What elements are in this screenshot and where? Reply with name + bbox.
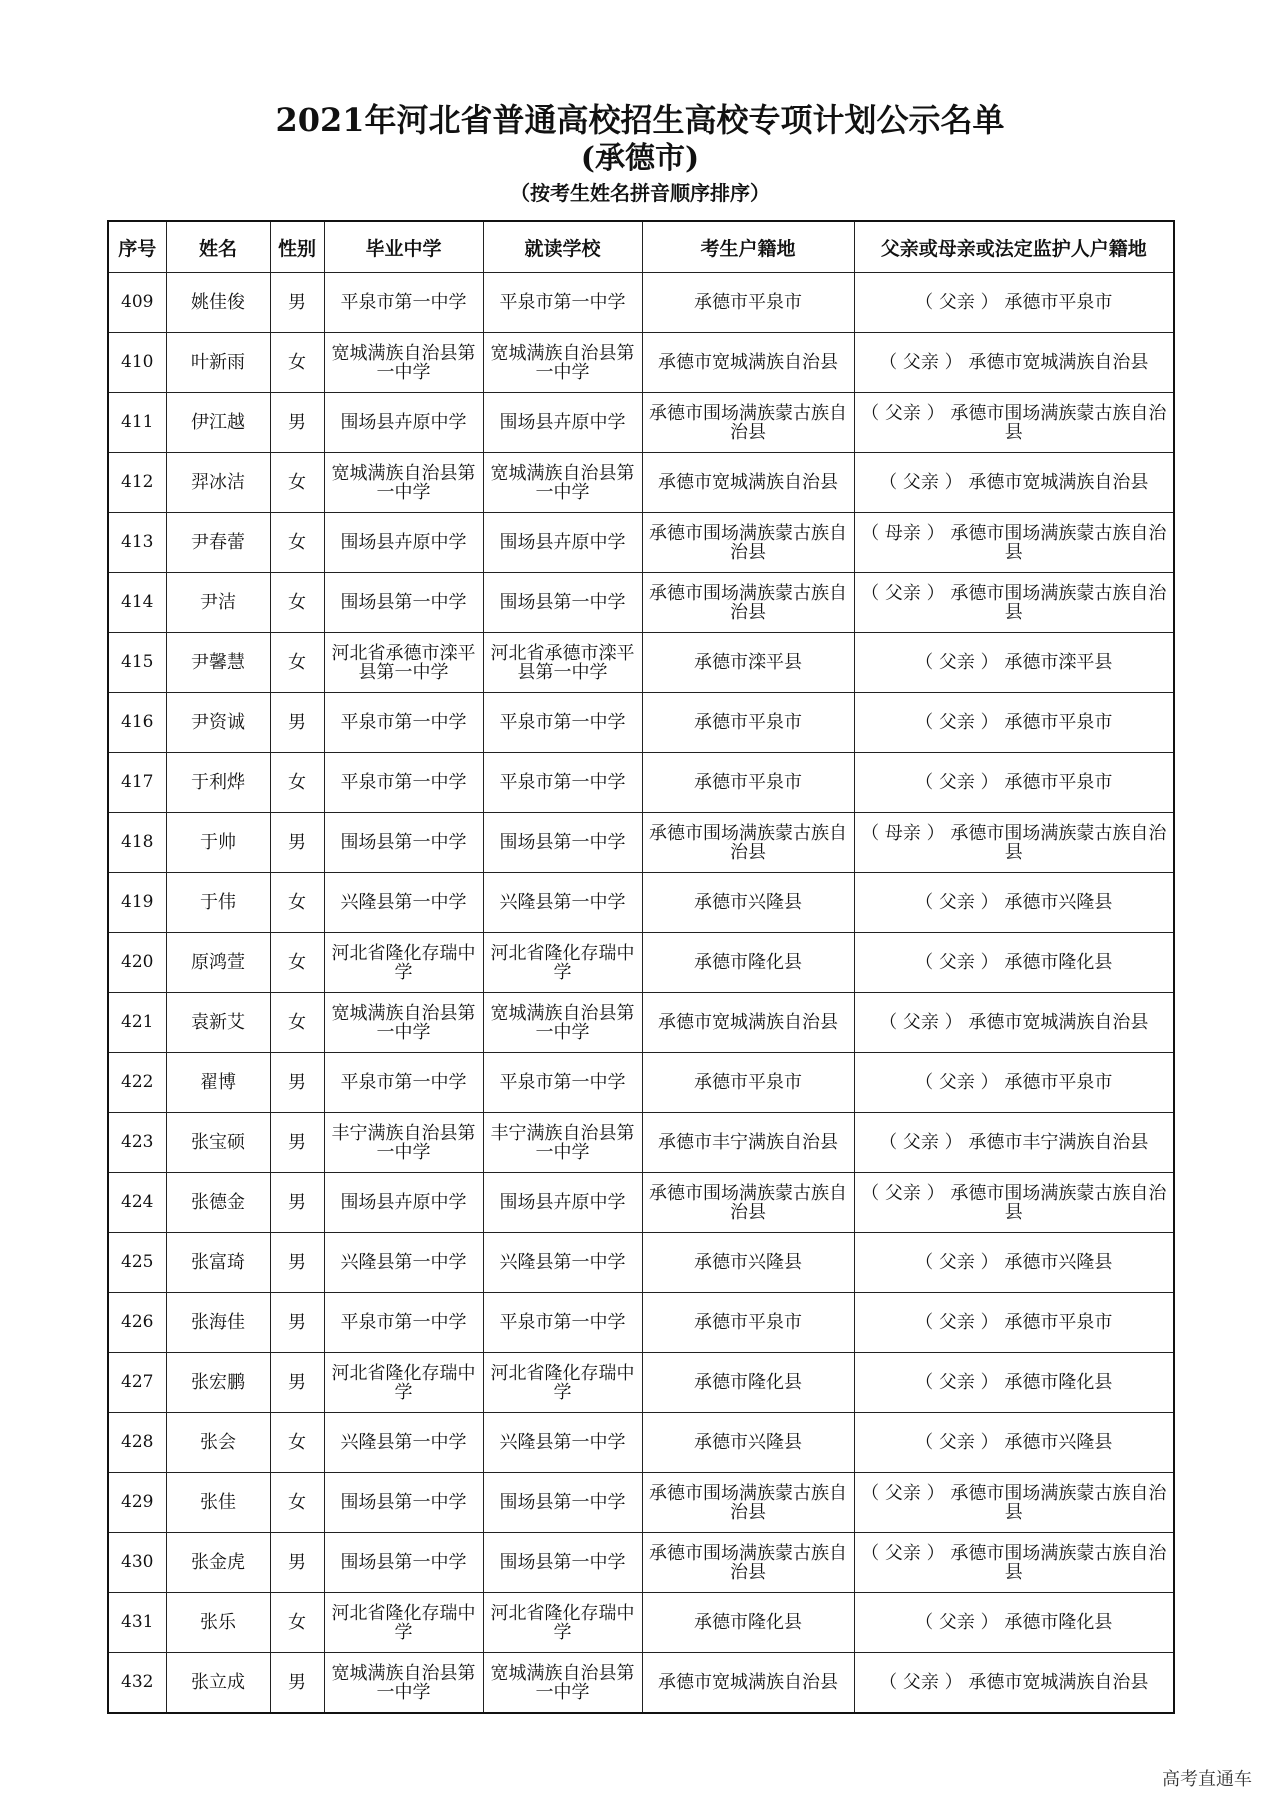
cell-guardian-residence: （ 父亲 ） 承德市兴隆县 [854,873,1174,933]
cell-gender: 女 [270,513,324,573]
cell-student-residence: 承德市围场满族蒙古族自治县 [642,573,854,633]
col-header-name: 姓名 [166,221,270,273]
cell-graduation-school: 河北省隆化存瑞中学 [324,1353,483,1413]
cell-name: 张宝硕 [166,1113,270,1173]
cell-graduation-school: 平泉市第一中学 [324,693,483,753]
cell-graduation-school: 兴隆县第一中学 [324,1233,483,1293]
table-row [108,1293,1174,1353]
cell-name: 张佳 [166,1473,270,1533]
cell-graduation-school: 平泉市第一中学 [324,273,483,333]
col-header-guardian-residence: 父亲或母亲或法定监护人户籍地 [854,221,1174,273]
table-row [108,873,1174,933]
cell-gender: 女 [270,933,324,993]
cell-current-school: 围场县卉原中学 [483,1173,642,1233]
cell-student-residence: 承德市兴隆县 [642,1233,854,1293]
table-row [108,573,1174,633]
cell-gender: 男 [270,1653,324,1714]
cell-gender: 男 [270,1293,324,1353]
cell-current-school: 兴隆县第一中学 [483,1413,642,1473]
cell-index: 432 [108,1653,166,1714]
cell-guardian-residence: （ 父亲 ） 承德市隆化县 [854,1593,1174,1653]
cell-gender: 男 [270,813,324,873]
cell-graduation-school: 宽城满族自治县第一中学 [324,993,483,1053]
cell-graduation-school: 围场县卉原中学 [324,513,483,573]
cell-student-residence: 承德市围场满族蒙古族自治县 [642,1173,854,1233]
cell-guardian-residence: （ 父亲 ） 承德市隆化县 [854,1353,1174,1413]
cell-name: 姚佳俊 [166,273,270,333]
cell-name: 张海佳 [166,1293,270,1353]
cell-graduation-school: 丰宁满族自治县第一中学 [324,1113,483,1173]
cell-student-residence: 承德市隆化县 [642,1593,854,1653]
cell-gender: 女 [270,993,324,1053]
cell-name: 尹春蕾 [166,513,270,573]
table-row [108,993,1174,1053]
cell-index: 420 [108,933,166,993]
table-row [108,1233,1174,1293]
cell-graduation-school: 宽城满族自治县第一中学 [324,1653,483,1714]
cell-student-residence: 承德市宽城满族自治县 [642,333,854,393]
cell-current-school: 平泉市第一中学 [483,1293,642,1353]
cell-guardian-residence: （ 父亲 ） 承德市围场满族蒙古族自治县 [854,1533,1174,1593]
cell-name: 于利烨 [166,753,270,813]
cell-graduation-school: 围场县第一中学 [324,573,483,633]
cell-current-school: 丰宁满族自治县第一中学 [483,1113,642,1173]
table-row [108,1653,1174,1714]
cell-index: 415 [108,633,166,693]
cell-name: 张立成 [166,1653,270,1714]
cell-gender: 女 [270,333,324,393]
cell-name: 尹资诚 [166,693,270,753]
cell-index: 427 [108,1353,166,1413]
cell-student-residence: 承德市隆化县 [642,1353,854,1413]
cell-index: 423 [108,1113,166,1173]
table-row [108,1473,1174,1533]
cell-gender: 女 [270,873,324,933]
cell-guardian-residence: （ 父亲 ） 承德市平泉市 [854,693,1174,753]
cell-name: 尹洁 [166,573,270,633]
cell-guardian-residence: （ 父亲 ） 承德市围场满族蒙古族自治县 [854,573,1174,633]
cell-graduation-school: 兴隆县第一中学 [324,1413,483,1473]
cell-student-residence: 承德市围场满族蒙古族自治县 [642,1473,854,1533]
cell-guardian-residence: （ 父亲 ） 承德市平泉市 [854,1293,1174,1353]
cell-student-residence: 承德市平泉市 [642,753,854,813]
cell-current-school: 围场县卉原中学 [483,513,642,573]
cell-current-school: 围场县第一中学 [483,1533,642,1593]
cell-graduation-school: 平泉市第一中学 [324,1053,483,1113]
cell-index: 413 [108,513,166,573]
table-row [108,1113,1174,1173]
cell-name: 张会 [166,1413,270,1473]
cell-index: 425 [108,1233,166,1293]
cell-graduation-school: 围场县第一中学 [324,813,483,873]
cell-current-school: 平泉市第一中学 [483,753,642,813]
cell-guardian-residence: （ 父亲 ） 承德市宽城满族自治县 [854,333,1174,393]
cell-gender: 女 [270,1413,324,1473]
cell-gender: 女 [270,573,324,633]
cell-gender: 男 [270,1353,324,1413]
cell-student-residence: 承德市平泉市 [642,273,854,333]
cell-current-school: 兴隆县第一中学 [483,1233,642,1293]
cell-guardian-residence: （ 父亲 ） 承德市丰宁满族自治县 [854,1113,1174,1173]
cell-guardian-residence: （ 父亲 ） 承德市兴隆县 [854,1233,1174,1293]
cell-index: 431 [108,1593,166,1653]
cell-graduation-school: 围场县第一中学 [324,1473,483,1533]
cell-name: 翟博 [166,1053,270,1113]
col-header-index: 序号 [108,221,166,273]
cell-current-school: 平泉市第一中学 [483,1053,642,1113]
cell-name: 尹馨慧 [166,633,270,693]
cell-guardian-residence: （ 父亲 ） 承德市围场满族蒙古族自治县 [854,1173,1174,1233]
cell-index: 426 [108,1293,166,1353]
cell-index: 412 [108,453,166,513]
cell-guardian-residence: （ 母亲 ） 承德市围场满族蒙古族自治县 [854,813,1174,873]
cell-index: 414 [108,573,166,633]
cell-gender: 男 [270,393,324,453]
cell-student-residence: 承德市围场满族蒙古族自治县 [642,1533,854,1593]
cell-graduation-school: 河北省隆化存瑞中学 [324,933,483,993]
cell-name: 羿冰洁 [166,453,270,513]
cell-guardian-residence: （ 父亲 ） 承德市滦平县 [854,633,1174,693]
cell-guardian-residence: （ 父亲 ） 承德市宽城满族自治县 [854,993,1174,1053]
cell-index: 417 [108,753,166,813]
cell-student-residence: 承德市平泉市 [642,1053,854,1113]
cell-gender: 男 [270,1173,324,1233]
table-row [108,753,1174,813]
table-row [108,633,1174,693]
cell-graduation-school: 河北省隆化存瑞中学 [324,1593,483,1653]
col-header-graduation-school: 毕业中学 [324,221,483,273]
cell-guardian-residence: （ 父亲 ） 承德市围场满族蒙古族自治县 [854,1473,1174,1533]
table-row [108,1353,1174,1413]
cell-guardian-residence: （ 父亲 ） 承德市围场满族蒙古族自治县 [854,393,1174,453]
table-row [108,273,1174,333]
cell-index: 409 [108,273,166,333]
cell-student-residence: 承德市隆化县 [642,933,854,993]
cell-current-school: 平泉市第一中学 [483,273,642,333]
cell-guardian-residence: （ 父亲 ） 承德市宽城满族自治县 [854,1653,1174,1714]
cell-guardian-residence: （ 父亲 ） 承德市平泉市 [854,753,1174,813]
cell-name: 张宏鹏 [166,1353,270,1413]
table-row [108,813,1174,873]
cell-student-residence: 承德市围场满族蒙古族自治县 [642,393,854,453]
cell-current-school: 围场县第一中学 [483,1473,642,1533]
cell-gender: 男 [270,273,324,333]
cell-gender: 男 [270,1113,324,1173]
cell-graduation-school: 兴隆县第一中学 [324,873,483,933]
table-row [108,393,1174,453]
cell-graduation-school: 河北省承德市滦平县第一中学 [324,633,483,693]
cell-gender: 男 [270,1233,324,1293]
cell-index: 428 [108,1413,166,1473]
cell-graduation-school: 宽城满族自治县第一中学 [324,453,483,513]
cell-name: 袁新艾 [166,993,270,1053]
sort-note: （按考生姓名拼音顺序排序） [510,181,770,205]
cell-gender: 男 [270,1053,324,1113]
cell-graduation-school: 围场县第一中学 [324,1533,483,1593]
table-row [108,1053,1174,1113]
cell-gender: 女 [270,753,324,813]
cell-gender: 女 [270,633,324,693]
cell-name: 张乐 [166,1593,270,1653]
cell-graduation-school: 围场县卉原中学 [324,1173,483,1233]
cell-gender: 男 [270,1533,324,1593]
cell-current-school: 河北省隆化存瑞中学 [483,1353,642,1413]
cell-student-residence: 承德市兴隆县 [642,1413,854,1473]
cell-graduation-school: 围场县卉原中学 [324,393,483,453]
col-header-current-school: 就读学校 [483,221,642,273]
cell-current-school: 河北省隆化存瑞中学 [483,933,642,993]
cell-name: 张金虎 [166,1533,270,1593]
cell-student-residence: 承德市围场满族蒙古族自治县 [642,513,854,573]
cell-index: 416 [108,693,166,753]
cell-name: 于帅 [166,813,270,873]
cell-name: 张富琦 [166,1233,270,1293]
cell-gender: 女 [270,1593,324,1653]
cell-guardian-residence: （ 母亲 ） 承德市围场满族蒙古族自治县 [854,513,1174,573]
cell-student-residence: 承德市平泉市 [642,1293,854,1353]
cell-gender: 女 [270,1473,324,1533]
cell-gender: 男 [270,693,324,753]
table-body [108,273,1174,1714]
cell-index: 424 [108,1173,166,1233]
cell-guardian-residence: （ 父亲 ） 承德市平泉市 [854,1053,1174,1113]
cell-index: 419 [108,873,166,933]
col-header-gender: 性别 [270,221,324,273]
roster-table [107,220,1175,1714]
cell-current-school: 宽城满族自治县第一中学 [483,453,642,513]
cell-current-school: 宽城满族自治县第一中学 [483,333,642,393]
cell-current-school: 围场县卉原中学 [483,393,642,453]
cell-graduation-school: 宽城满族自治县第一中学 [324,333,483,393]
table-row [108,693,1174,753]
page-title: 2021年河北省普通高校招生高校专项计划公示名单 [275,101,1005,139]
cell-guardian-residence: （ 父亲 ） 承德市宽城满族自治县 [854,453,1174,513]
cell-current-school: 宽城满族自治县第一中学 [483,993,642,1053]
page-subtitle: (承德市) [580,141,700,176]
cell-student-residence: 承德市围场满族蒙古族自治县 [642,813,854,873]
cell-gender: 女 [270,453,324,513]
cell-graduation-school: 平泉市第一中学 [324,1293,483,1353]
cell-student-residence: 承德市兴隆县 [642,873,854,933]
cell-guardian-residence: （ 父亲 ） 承德市隆化县 [854,933,1174,993]
cell-current-school: 河北省承德市滦平县第一中学 [483,633,642,693]
table-row [108,453,1174,513]
cell-student-residence: 承德市丰宁满族自治县 [642,1113,854,1173]
cell-index: 410 [108,333,166,393]
cell-student-residence: 承德市宽城满族自治县 [642,1653,854,1714]
cell-name: 原鸿萱 [166,933,270,993]
cell-current-school: 河北省隆化存瑞中学 [483,1593,642,1653]
cell-current-school: 围场县第一中学 [483,573,642,633]
watermark: 高考直通车 [1162,1769,1252,1790]
cell-name: 于伟 [166,873,270,933]
cell-current-school: 兴隆县第一中学 [483,873,642,933]
cell-guardian-residence: （ 父亲 ） 承德市兴隆县 [854,1413,1174,1473]
cell-guardian-residence: （ 父亲 ） 承德市平泉市 [854,273,1174,333]
cell-index: 411 [108,393,166,453]
table-row [108,1593,1174,1653]
cell-current-school: 平泉市第一中学 [483,693,642,753]
cell-current-school: 围场县第一中学 [483,813,642,873]
cell-student-residence: 承德市宽城满族自治县 [642,993,854,1053]
table-row [108,333,1174,393]
cell-name: 张德金 [166,1173,270,1233]
cell-current-school: 宽城满族自治县第一中学 [483,1653,642,1714]
table-row [108,513,1174,573]
cell-index: 422 [108,1053,166,1113]
cell-student-residence: 承德市滦平县 [642,633,854,693]
cell-index: 429 [108,1473,166,1533]
cell-student-residence: 承德市宽城满族自治县 [642,453,854,513]
cell-index: 421 [108,993,166,1053]
col-header-student-residence: 考生户籍地 [642,221,854,273]
table-row [108,1413,1174,1473]
cell-name: 叶新雨 [166,333,270,393]
table-header-row [108,221,1174,273]
cell-name: 伊江越 [166,393,270,453]
table-row [108,1173,1174,1233]
cell-index: 418 [108,813,166,873]
cell-graduation-school: 平泉市第一中学 [324,753,483,813]
table-row [108,933,1174,993]
table-row [108,1533,1174,1593]
cell-index: 430 [108,1533,166,1593]
cell-student-residence: 承德市平泉市 [642,693,854,753]
